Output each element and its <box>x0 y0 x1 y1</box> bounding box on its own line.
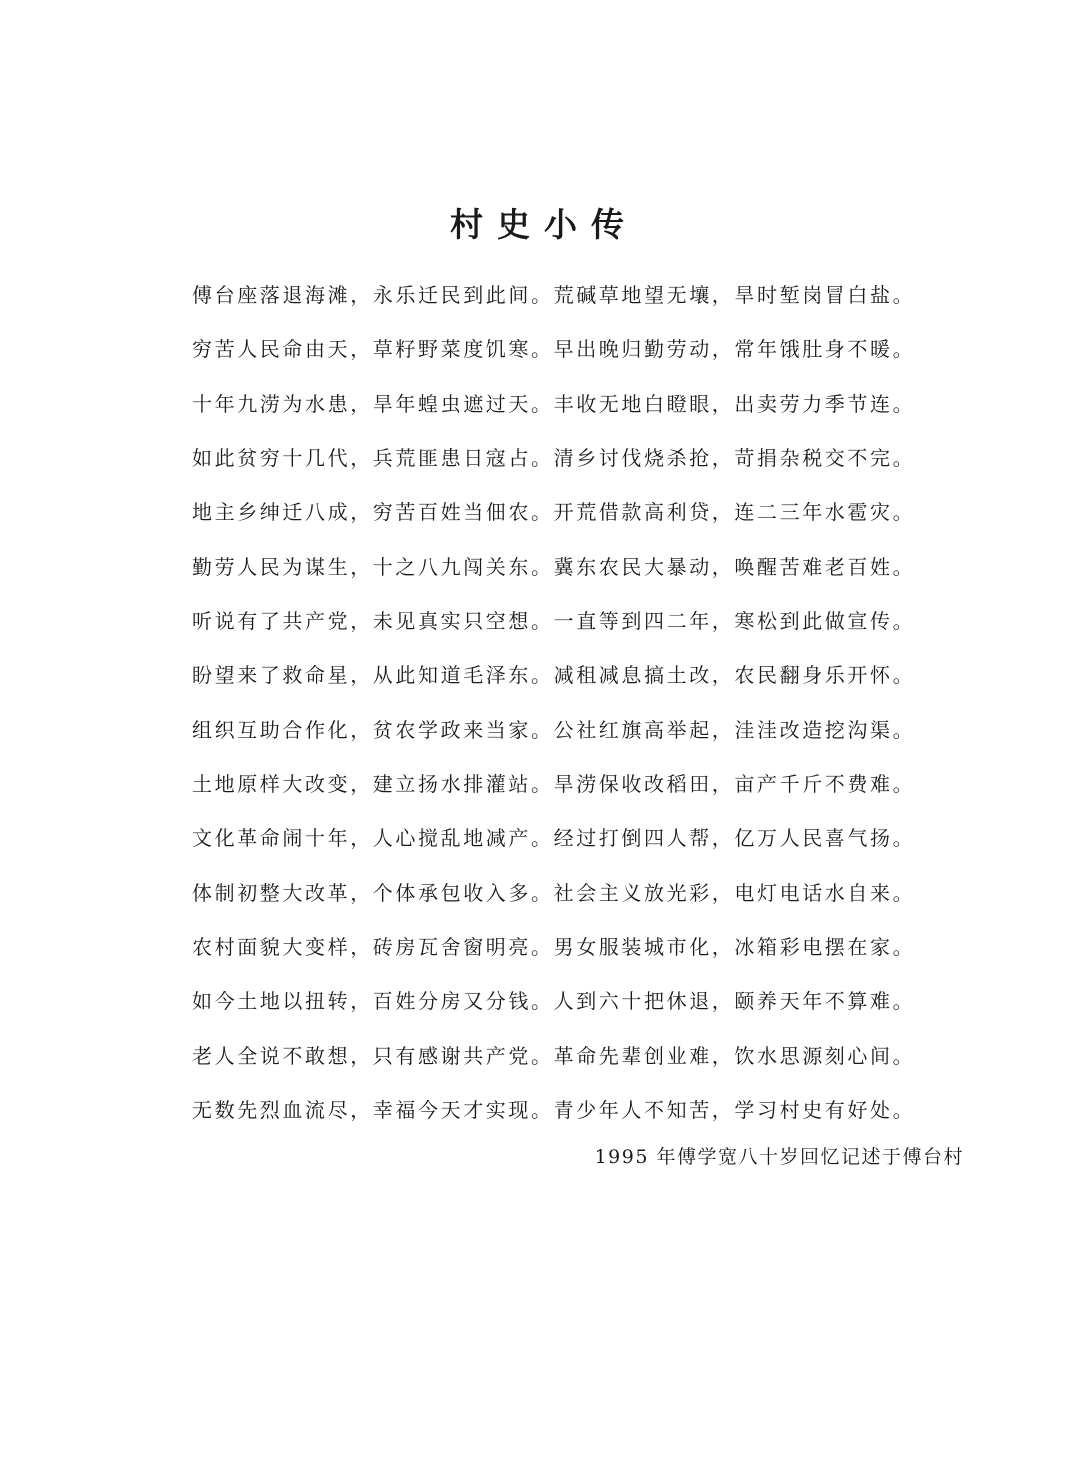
poem-line: 无数先烈血流尽，幸福今天才实现。青少年人不知苦，学习村史有好处。 <box>192 1097 916 1122</box>
poem-line: 地主乡绅迁八成，穷苦百姓当佃农。开荒借款高利贷，连二三年水雹灾。 <box>192 500 916 525</box>
poem-line: 老人全说不敢想，只有感谢共产党。革命先辈创业难，饮水思源刻心间。 <box>192 1043 916 1068</box>
author-signature: 1995 年傅学宽八十岁回忆记述于傅台村 <box>594 1146 964 1168</box>
poem-line: 如今土地以扭转，百姓分房又分钱。人到六十把休退，颐养天年不算难。 <box>192 989 916 1014</box>
poem-line: 盼望来了救命星，从此知道毛泽东。减租减息搞土改，农民翻身乐开怀。 <box>192 663 916 688</box>
poem-line: 穷苦人民命由天，草籽野菜度饥寒。早出晚归勤劳动，常年饿肚身不暖。 <box>192 337 916 362</box>
poem-line: 体制初整大改革，个体承包收入多。社会主义放光彩，电灯电话水自来。 <box>192 880 916 905</box>
poem-line: 农村面貌大变样，砖房瓦舍窗明亮。男女服装城市化，冰箱彩电摆在家。 <box>192 934 916 959</box>
poem-line: 土地原样大改变，建立扬水排灌站。旱涝保收改稻田，亩产千斤不费难。 <box>192 771 916 796</box>
poem-line: 听说有了共产党，未见真实只空想。一直等到四二年，寒松到此做宣传。 <box>192 608 916 633</box>
poem-line: 如此贫穷十几代，兵荒匪患日寇占。清乡讨伐烧杀抢，苛捐杂税交不完。 <box>192 445 916 470</box>
poem-body <box>192 274 916 1143</box>
poem-line: 十年九涝为水患，旱年蝗虫遮过天。丰收无地白瞪眼，出卖劳力季节连。 <box>192 391 916 416</box>
page-title: 村史小传 <box>450 205 638 245</box>
poem-line: 勤劳人民为谋生，十之八九闯关东。冀东农民大暴动，唤醒苦难老百姓。 <box>192 554 916 579</box>
poem-line: 组织互助合作化，贫农学政来当家。公社红旗高举起，洼洼改造挖沟渠。 <box>192 717 916 742</box>
poem-line: 文化革命闹十年，人心搅乱地减产。经过打倒四人帮，亿万人民喜气扬。 <box>192 826 916 851</box>
poem-line: 傅台座落退海滩，永乐迁民到此间。荒碱草地望无壤，旱时堑岗冒白盐。 <box>192 283 916 307</box>
